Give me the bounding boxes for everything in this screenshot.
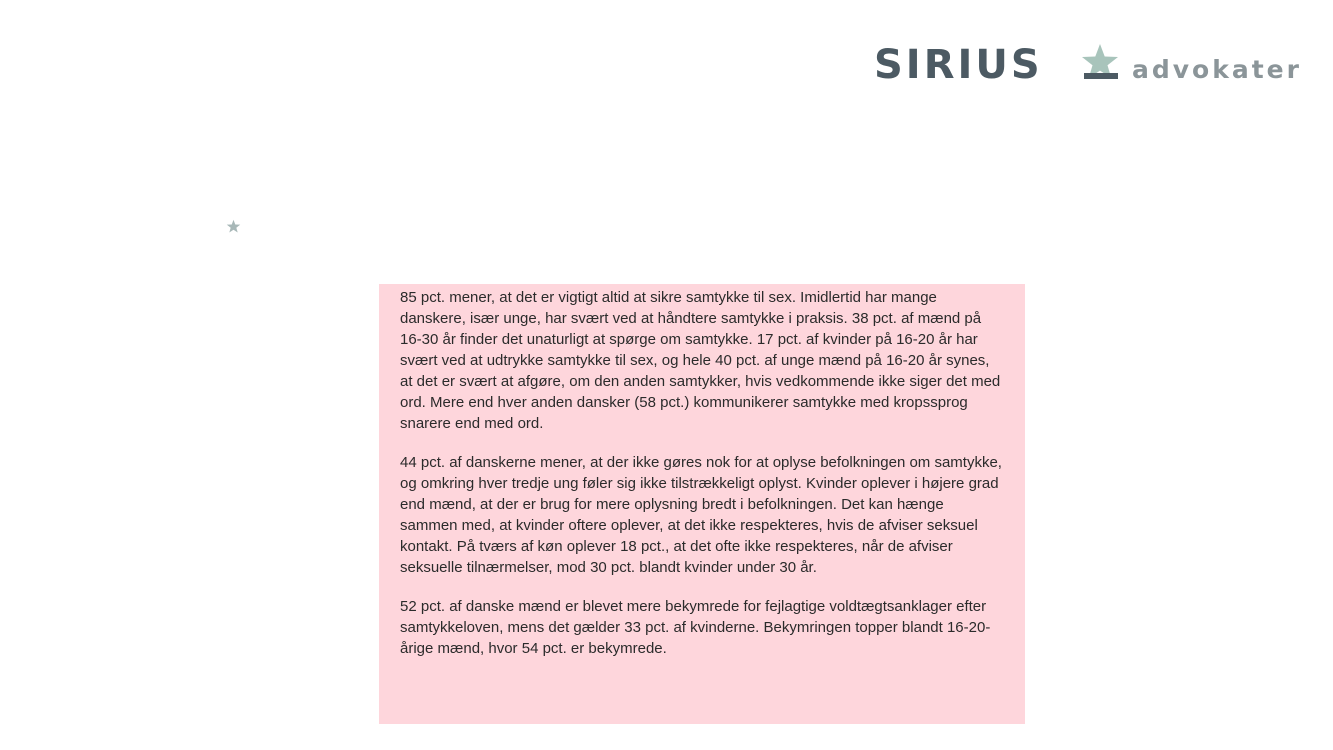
paragraph-consent-practice: 85 pct. mener, at det er vigtigt altid at sikre samtykke til sex. Imidlertid har mange danskere, især unge, har svært ved at håndtere samtykke i praksis. 38 pct. af mænd på 16-30 år finder det unaturligt at spørge om samtykke. 17 pct. af kvinder på 16-20 år har svært ved at udtrykke samtykke til sex, og hele 40 pct. af unge mænd på 16-20 år synes, at det er svært at afgøre, om den anden samtykker, hvis vedkommende ikke siger det med ord. Mere end hver anden dansker (58 pct.) kommunikerer samtykke med kropssprog snarere end med ord.	[400, 289, 1001, 432]
logo-main-text: SIRIUS	[874, 42, 1043, 88]
paragraph-false-accusations: 52 pct. af danske mænd er blevet mere bekymrede for fejlagtige voldtægtsanklager efter samtykkeloven, mens det gælder 33 pct. af kvinderne. Bekymringen topper blandt 16-20-årige mænd, hvor 54 pct. er bekymrede.	[400, 598, 991, 657]
star-icon	[226, 219, 241, 234]
paragraph-information: 44 pct. af danskerne mener, at der ikke gøres nok for at oplyse befolkningen om samtykke, og omkring hver tredje ung føler sig ikke tilstrækkeligt oplyst. Kvinder oplever i højere grad end mænd, at der er brug for mere oplysning bredt i befolkningen. Det kan hænge sammen med, at kvinder oftere oplever, at det ikke respekteres, hvis de afviser seksuel kontakt. På tværs af køn oplever 18 pct., at det ofte ikke respekteres, når de afviser seksuelle tilnærmelser, mod 30 pct. blandt kvinder under 30 år.	[400, 454, 1002, 576]
company-logo	[872, 40, 1302, 86]
logo-sub-text: advokater	[1132, 55, 1302, 84]
small-star-shape	[227, 220, 241, 233]
content-text-box	[379, 284, 1025, 724]
logo-bar	[1084, 73, 1118, 79]
